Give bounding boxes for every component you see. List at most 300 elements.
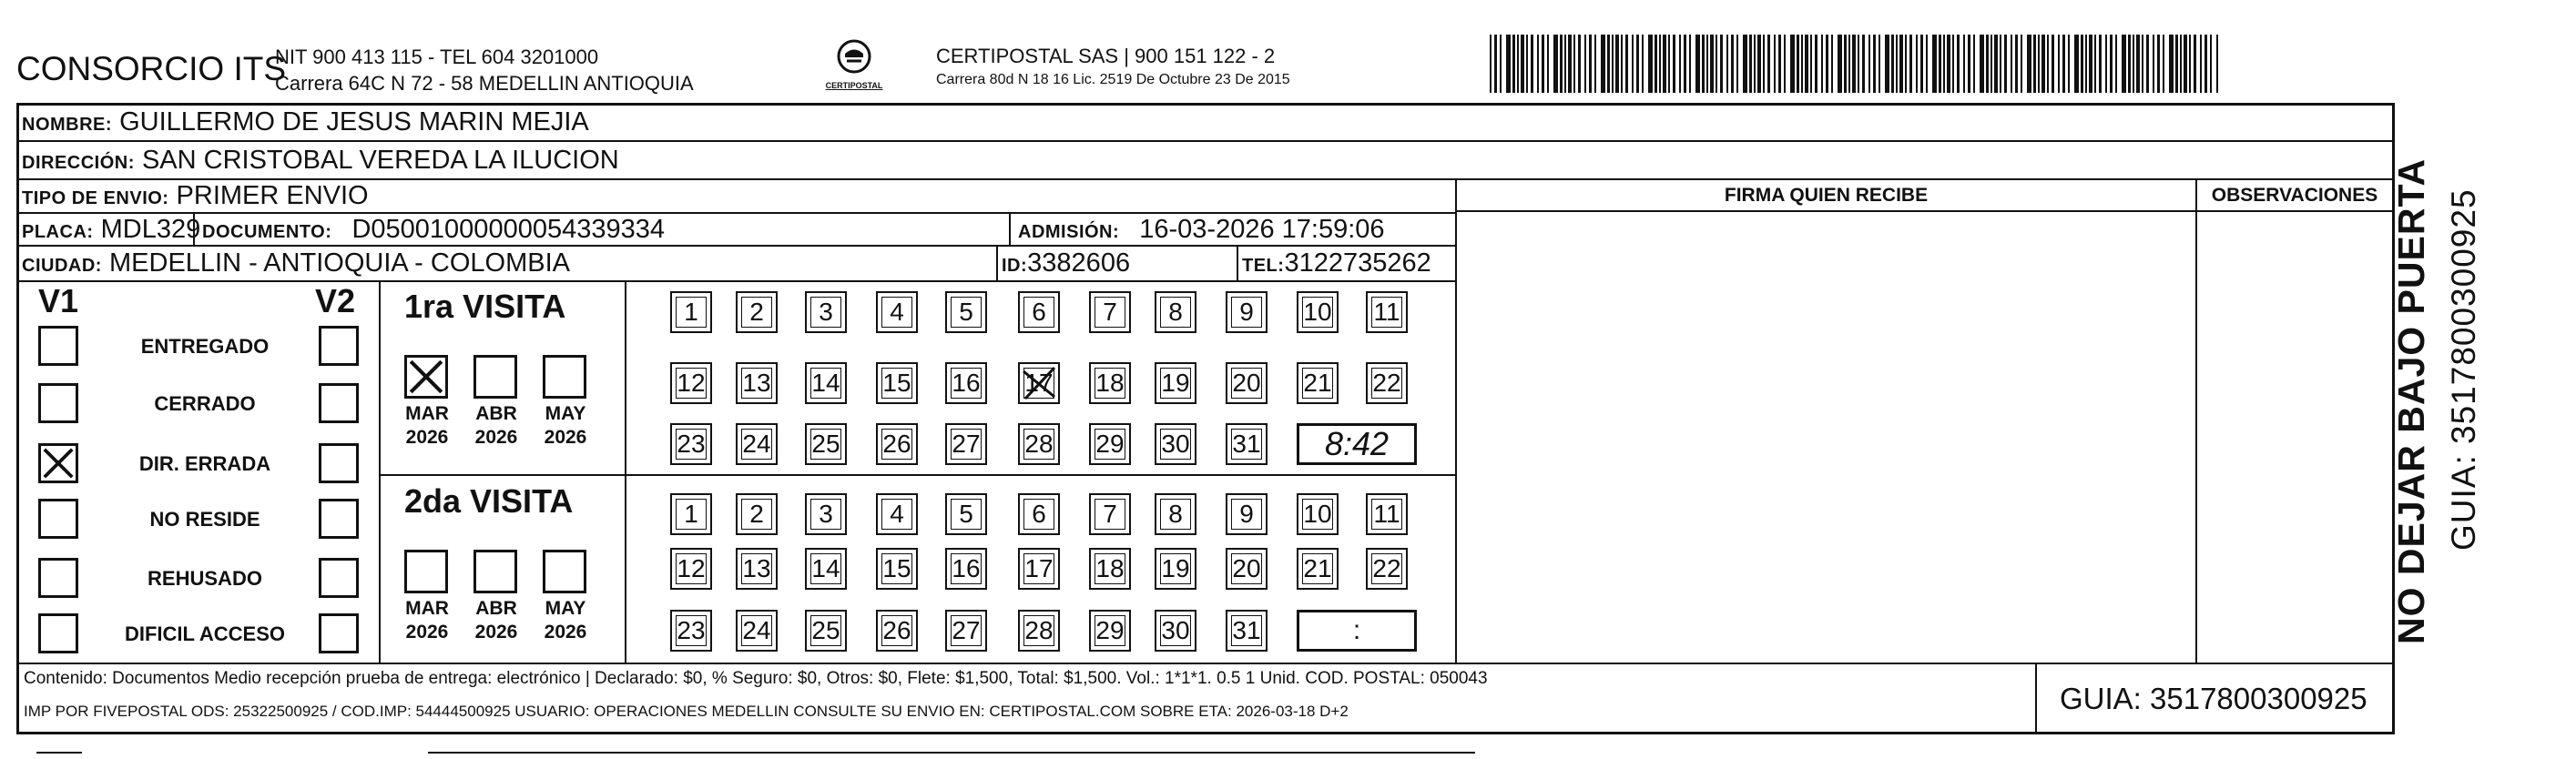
firma-label: FIRMA QUIEN RECIBE [1724,185,1929,206]
column-divider [2195,178,2197,663]
barcode-bar [1589,35,1592,93]
barcode-bar [1542,35,1544,93]
barcode-bar [1968,35,1970,93]
barcode-bar [1668,35,1670,93]
visit2-title: 2da VISITA [404,482,574,520]
barcode-bar [1673,35,1675,93]
barcode-bar [1517,35,1519,93]
barcode-bar [1805,35,1808,93]
barcode-bar [2210,35,2212,93]
no-dejar-bajo-puerta: NO DEJAR BAJO PUERTA [2390,157,2432,644]
barcode-bar [1521,35,1524,93]
barcode-bar [1625,35,1628,93]
visit1-day-box[interactable]: 20 [1226,362,1268,404]
v1-status-checkbox[interactable] [38,326,78,366]
barcode-bar [1573,35,1575,93]
barcode-bar [2146,35,2149,93]
barcode-bar [2204,35,2207,93]
id-value: 3382606 [1027,248,1131,278]
barcode-bar [1885,35,1889,93]
v1-status-checkbox[interactable] [38,558,78,598]
barcode-bar [2011,35,2012,93]
id-cell [1002,248,1130,281]
barcode-bar [1710,35,1714,93]
visit1-day-box[interactable]: 14 [805,362,847,404]
nombre-label: NOMBRE: [22,115,113,135]
v2-label: V2 [315,282,356,319]
visit2-day-box[interactable]: 21 [1297,548,1339,590]
barcode-bar [1947,35,1950,93]
logo-text: CERTIPOSTAL [825,81,883,90]
direccion-value: SAN CRISTOBAL VEREDA LA ILUCION [141,146,619,175]
barcode-bar [2110,35,2113,93]
footer-print-line: IMP POR FIVEPOSTAL ODS: 25322500925 / COD.IMP: 54444500925 USUARIO: OPERACIONES MEDELLIN CONSULTE SU ENVIO EN: CERTIPOSTAL.COM SOBRE ETA: 2026-03-18 D+2 [24,703,1349,720]
id-label: ID: [1002,256,1028,276]
barcode-bar [2216,35,2218,93]
barcode-bar [1716,35,1717,93]
barcode-bar [1601,35,1605,93]
documento-cell [202,214,665,248]
status-label: CERRADO [154,392,256,415]
visit1-day-box[interactable]: 9 [1226,291,1268,333]
visit2-day-box[interactable]: 5 [945,493,987,535]
barcode-bar [2169,35,2174,93]
barcode-bar [1512,35,1515,93]
visit2-month-checkbox[interactable] [473,550,517,593]
visit1-day-box[interactable]: 4 [876,291,918,333]
barcode-bar [1632,35,1634,93]
v2-status-checkbox[interactable] [319,326,359,366]
cell-divider [625,280,626,663]
visit1-day-box[interactable]: 29 [1089,423,1131,465]
visit1-day-box[interactable]: 19 [1155,362,1196,404]
address-line: Carrera 64C N 72 - 58 MEDELLIN ANTIOQUIA [275,72,694,95]
barcode-bar [1957,35,1960,93]
barcode-bar [1826,35,1828,93]
barcode [1490,35,2218,93]
visit1-day-box[interactable]: 13 [736,362,778,404]
barcode-bar [2128,35,2131,93]
barcode-bar [1731,35,1734,93]
barcode-bar [2163,35,2164,93]
placa-label: PLACA: [22,222,94,242]
column-divider [1455,178,1457,663]
visit1-day-box[interactable]: 10 [1297,291,1339,333]
barcode-bar [2105,35,2107,93]
visit2-day-box[interactable]: 11 [1366,493,1408,535]
certipostal-nit: CERTIPOSTAL SAS | 900 151 122 - 2 [936,45,1276,67]
observaciones-label: OBSERVACIONES [2211,185,2378,206]
visit1-day-box[interactable]: 28 [1018,423,1060,465]
footer-content-line: Contenido: Documentos Medio recepción prueba de entrega: electrónico | Declarado: $0, % Seguro: $0, Otros: $0, Flete: $1,500, Total: $1,500. Vol.: 1*1*1. 0.5 1 Unid. COD. POSTAL: 050043 [24,669,1488,688]
barcode-bar [1537,35,1539,93]
month-label [464,402,528,450]
barcode-bar [2004,35,2007,93]
direccion-row [22,145,619,178]
visit1-day-box[interactable]: 27 [945,423,987,465]
visit1-day-box[interactable] [1018,362,1060,404]
barcode-bar [2021,35,2022,93]
visit1-day-box[interactable]: 12 [670,362,712,404]
v2-status-checkbox[interactable] [319,383,359,423]
tipo-row [22,180,369,214]
cell-divider [1009,212,1011,246]
visit1-day-box[interactable]: 16 [945,362,987,404]
barcode-bar [1754,35,1756,93]
barcode-bar [2180,35,2182,93]
visit1-day-box[interactable]: 3 [805,291,847,333]
barcode-bar [1659,35,1661,93]
barcode-bar [2047,35,2049,93]
month-year: 2026 [544,622,587,643]
visit1-day-box[interactable]: 30 [1155,423,1196,465]
visit2-day-box[interactable]: 25 [805,610,847,652]
guia-number: GUIA: 3517800300925 [2060,682,2367,715]
barcode-bar [1757,35,1761,93]
barcode-bar [2136,35,2140,93]
barcode-bar [1852,35,1856,93]
barcode-bar [1584,35,1586,93]
barcode-bar [1831,35,1833,93]
barcode-bar [2058,35,2060,93]
month-year: 2026 [474,622,518,643]
barcode-bar [1702,35,1705,93]
visit2-day-box[interactable]: 7 [1089,493,1131,535]
cell-divider [2035,663,2037,734]
footer-divider [16,663,2395,664]
month-year: 2026 [405,427,449,448]
barcode-bar [1848,35,1850,93]
barcode-bar [1862,35,1865,93]
barcode-bar [2033,35,2036,93]
barcode-bar [1749,35,1752,93]
barcode-bar [1642,35,1644,93]
cut-mark [36,752,82,754]
visit2-month-checkbox[interactable] [404,550,448,593]
barcode-bar [1531,35,1533,93]
barcode-bar [1909,35,1912,93]
barcode-bar [2074,35,2079,93]
admision-cell [1018,214,1385,248]
visit2-day-box[interactable]: 6 [1018,493,1060,535]
visit2-day-box[interactable]: 12 [670,548,712,590]
barcode-bar [1821,35,1823,93]
v2-status-checkbox[interactable] [319,443,359,483]
barcode-bar [2094,35,2096,93]
month-label [464,597,528,644]
barcode-bar [2194,35,2196,93]
barcode-bar [2081,35,2083,93]
tel-cell [1242,248,1431,281]
visit1-time-box[interactable]: 8:42 [1297,423,1417,465]
barcode-bar [1838,35,1842,93]
barcode-bar [2189,35,2191,93]
barcode-bar [1621,35,1623,93]
v1-status-checkbox[interactable] [38,499,78,539]
barcode-bar [1506,35,1511,93]
month-name: ABR [475,403,517,424]
barcode-bar [1952,35,1954,93]
tel-value: 3122735262 [1284,248,1431,278]
documento-label: DOCUMENTO: [202,222,332,242]
nit-line: NIT 900 413 115 - TEL 604 3201000 [275,46,599,68]
barcode-bar [1615,35,1619,93]
barcode-bar [1553,35,1558,93]
barcode-bar [2133,35,2134,93]
visit1-day-box[interactable]: 5 [945,291,987,333]
visit2-day-box[interactable]: 27 [945,610,987,652]
barcode-bar [2175,35,2178,93]
month-name: MAR [405,598,449,619]
barcode-bar [2184,35,2187,93]
barcode-bar [1636,35,1639,93]
ciudad-label: CIUDAD: [22,256,102,276]
visit2-day-box[interactable]: 4 [876,493,918,535]
v2-status-checkbox[interactable] [319,613,359,653]
month-name: MAR [405,403,449,424]
barcode-bar [1594,35,1596,93]
barcode-bar [1873,35,1876,93]
visit1-day-box[interactable]: 24 [736,423,778,465]
direccion-label: DIRECCIÓN: [22,153,135,173]
v1-status-checkbox[interactable] [38,443,78,483]
barcode-bar [1720,35,1723,93]
status-label: DIR. ERRADA [138,452,271,475]
visit1-day-box[interactable]: 18 [1089,362,1131,404]
barcode-bar [2041,35,2045,93]
barcode-bar [1547,35,1549,93]
visit2-day-box[interactable]: 16 [945,548,987,590]
barcode-bar [1689,35,1691,93]
barcode-bar [1679,35,1681,93]
tipo-label: TIPO DE ENVIO: [22,188,169,208]
visit1-day-box[interactable]: 26 [876,423,918,465]
visit2-day-box[interactable]: 19 [1155,548,1196,590]
visit1-day-box[interactable]: 25 [805,423,847,465]
barcode-bar [1801,35,1803,93]
visit2-day-box[interactable]: 2 [736,493,778,535]
visit1-day-box[interactable]: 11 [1366,291,1408,333]
visit2-day-box[interactable]: 17 [1018,548,1060,590]
barcode-bar [1980,35,1984,93]
visit2-day-box[interactable]: 1 [670,493,712,535]
barcode-bar [1564,35,1566,93]
status-label: NO RESIDE [149,508,260,531]
barcode-bar [2052,35,2054,93]
side-guia: GUIA: 3517800300925 [2445,188,2482,551]
month-name: MAY [545,598,586,619]
visit2-day-box[interactable]: 18 [1089,548,1131,590]
barcode-bar [1920,35,1923,93]
barcode-bar [2115,35,2117,93]
admision-value: 16-03-2026 17:59:06 [1139,215,1385,244]
barcode-bar [1743,35,1747,93]
tel-label: TEL: [1242,256,1285,276]
barcode-bar [1578,35,1581,93]
barcode-bar [1994,35,1998,93]
visit2-month-checkbox[interactable] [543,550,586,593]
visit1-day-box[interactable]: 15 [876,362,918,404]
barcode-bar [1810,35,1812,93]
visit1-month-checkbox[interactable] [404,355,448,399]
visit2-day-box[interactable]: 30 [1155,610,1196,652]
company-name: CONSORCIO ITS [16,50,287,87]
barcode-bar [1490,35,1492,93]
barcode-bar [2153,35,2154,93]
barcode-bar [1797,35,1799,93]
status-label: DIFICIL ACCESO [124,622,285,645]
certipostal-logo-icon [834,36,874,76]
ciudad-value: MEDELLIN - ANTIOQUIA - COLOMBIA [109,248,570,278]
visit2-day-box[interactable]: 29 [1089,610,1131,652]
visit1-day-box[interactable]: 1 [670,291,712,333]
barcode-bar [2038,35,2040,93]
visit2-day-box[interactable]: 26 [876,610,918,652]
x-mark-icon [407,358,445,396]
visit1-day-box[interactable]: 2 [736,291,778,333]
cell-divider [1237,245,1238,280]
placa-cell [22,214,200,248]
barcode-bar [1655,35,1657,93]
cell-divider [996,245,998,280]
visit1-day-box[interactable]: 31 [1226,423,1268,465]
v1-status-checkbox[interactable] [38,383,78,423]
barcode-bar [1879,35,1880,93]
row-divider [1455,210,2395,212]
barcode-bar [1790,35,1795,93]
barcode-bar [1706,35,1708,93]
barcode-bar [1494,35,1497,93]
nombre-value: GUILLERMO DE JESUS MARIN MEJIA [119,107,589,137]
visit2-day-box[interactable]: 28 [1018,610,1060,652]
barcode-bar [2099,35,2102,93]
documento-value: D05001000000054339334 [351,215,665,244]
nombre-row [22,106,589,140]
admision-label: ADMISIÓN: [1018,222,1120,242]
visit1-title: 1ra VISITA [404,288,566,325]
barcode-bar [1973,35,1975,93]
barcode-bar [1916,35,1918,93]
cut-mark [428,752,1475,754]
v2-status-checkbox[interactable] [319,558,359,598]
visit1-day-box[interactable]: 23 [670,423,712,465]
barcode-bar [2200,35,2202,93]
visit2-day-box[interactable]: 23 [670,610,712,652]
barcode-bar [1896,35,1898,93]
barcode-bar [1899,35,1903,93]
barcode-bar [2015,35,2018,93]
certipostal-logo [809,36,900,96]
barcode-bar [2062,35,2065,93]
visit2-day-box[interactable]: 8 [1155,493,1196,535]
visit2-day-box[interactable]: 14 [805,548,847,590]
visit1-day-box[interactable]: 22 [1366,362,1408,404]
barcode-bar [1991,35,1992,93]
visit1-month-checkbox[interactable] [543,355,586,399]
barcode-bar [1815,35,1817,93]
barcode-bar [1784,35,1786,93]
visit1-day-box[interactable]: 8 [1155,291,1196,333]
v1-label: V1 [38,282,79,319]
barcode-bar [1560,35,1563,93]
barcode-bar [1648,35,1653,93]
tipo-value: PRIMER ENVIO [176,181,369,210]
barcode-bar [1684,35,1686,93]
month-name: MAY [545,403,586,424]
barcode-bar [1607,35,1610,93]
visit2-day-box[interactable]: 31 [1226,610,1268,652]
visit2-day-box[interactable]: 3 [805,493,847,535]
visit2-day-box[interactable]: 15 [876,548,918,590]
barcode-bar [1939,35,1941,93]
barcode-bar [1695,35,1700,93]
barcode-bar [1986,35,1989,93]
month-year: 2026 [544,427,587,448]
row-divider [16,178,2395,180]
barcode-bar [2122,35,2126,93]
visit2-day-box[interactable]: 24 [736,610,778,652]
v2-status-checkbox[interactable] [319,499,359,539]
visit2-day-box[interactable]: 20 [1226,548,1268,590]
visit2-day-box[interactable]: 10 [1297,493,1339,535]
month-year: 2026 [474,427,518,448]
barcode-bar [1943,35,1945,93]
barcode-bar [1726,35,1728,93]
barcode-bar [1500,35,1502,93]
visit2-day-box[interactable]: 22 [1366,548,1408,590]
certipostal-info [936,44,1290,91]
x-mark-icon [1018,362,1060,404]
barcode-bar [1767,35,1770,93]
barcode-bar [1663,35,1666,93]
barcode-bar [1774,35,1776,93]
v1-status-checkbox[interactable] [38,613,78,653]
barcode-bar [1844,35,1847,93]
cell-divider [379,280,381,663]
ciudad-cell [22,248,570,281]
barcode-bar [2068,35,2070,93]
barcode-bar [1736,35,1738,93]
month-label [395,597,459,644]
company-info [275,44,694,96]
barcode-bar [1905,35,1907,93]
month-label [534,402,597,450]
barcode-bar [1932,35,1937,93]
status-label: ENTREGADO [140,335,270,358]
x-mark-icon [41,446,76,481]
visit2-time-box[interactable]: : [1297,610,1417,652]
visit1-day-box[interactable]: 7 [1089,291,1131,333]
barcode-bar [2157,35,2160,93]
visit1-day-box[interactable]: 21 [1297,362,1339,404]
month-label [395,402,459,450]
barcode-bar [2000,35,2001,93]
certipostal-license: Carrera 80d N 18 16 Lic. 2519 De Octubre 23 De 2015 [936,72,1290,87]
visit2-day-box[interactable]: 9 [1226,493,1268,535]
barcode-bar [2142,35,2143,93]
barcode-bar [1963,35,1965,93]
visit1-day-box[interactable]: 6 [1018,291,1060,333]
barcode-bar [2089,35,2092,93]
placa-value: MDL329 [100,215,201,244]
row-divider [16,140,2395,142]
visit1-month-checkbox[interactable] [473,355,517,399]
visit-divider [379,474,1455,476]
barcode-bar [1778,35,1781,93]
barcode-bar [2085,35,2087,93]
visit2-day-box[interactable]: 13 [736,548,778,590]
barcode-bar [1891,35,1894,93]
